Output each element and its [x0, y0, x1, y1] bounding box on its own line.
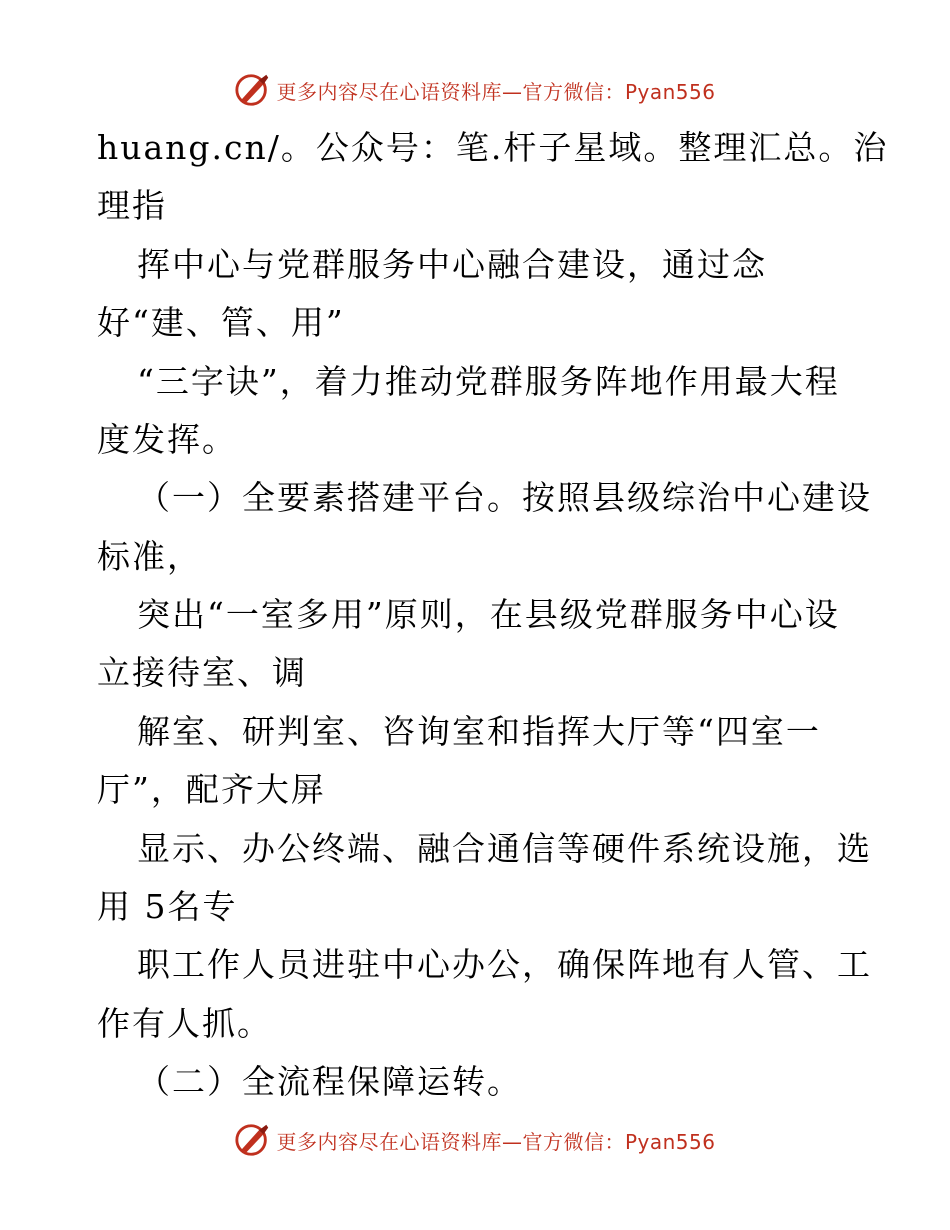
watermark-wechat: 官方微信：Pyan556 [522, 1129, 716, 1154]
body-line: huang.cn/。公众号：笔.杆子星域。整理汇总。治 [97, 128, 889, 167]
body-line: 突出“一室多用”原则，在县级党群服务中心设 [137, 595, 840, 634]
watermark-text: 更多内容尽在心语资料库 [276, 1129, 502, 1154]
body-line: （一）全要素搭建平台。按照县级综治中心建设 [137, 478, 872, 517]
body-line: 理指 [97, 186, 167, 225]
body-line: 立接待室、调 [97, 653, 307, 692]
body-line: 显示、办公终端、融合通信等硬件系统设施，选 [137, 829, 872, 868]
watermark-separator: — [501, 1129, 523, 1154]
watermark-banner-top [0, 70, 950, 110]
body-line: 厅”，配齐大屏 [97, 770, 326, 809]
pen-logo-icon [234, 71, 272, 109]
pen-logo-icon [234, 1121, 272, 1159]
watermark-wechat: 官方微信：Pyan556 [522, 79, 716, 104]
body-line: “三字诀”，着力推动党群服务阵地作用最大程 [137, 362, 840, 401]
body-line: 标准， [97, 537, 202, 576]
body-line: 度发挥。 [97, 420, 237, 459]
body-line: 职工作人员进驻中心办公，确保阵地有人管、工 [137, 945, 872, 984]
watermark-separator: — [501, 79, 523, 104]
body-line: （二）全流程保障运转。 [137, 1062, 522, 1101]
body-line: 作有人抓。 [97, 1004, 272, 1043]
watermark-banner-bottom [0, 1120, 950, 1160]
body-line: 挥中心与党群服务中心融合建设，通过念 [137, 245, 767, 284]
body-line: 解室、研判室、咨询室和指挥大厅等“四室一 [137, 712, 821, 751]
body-line: 好“建、管、用” [97, 303, 345, 342]
watermark-text: 更多内容尽在心语资料库 [276, 79, 502, 104]
body-line: 用 5名专 [97, 887, 238, 926]
